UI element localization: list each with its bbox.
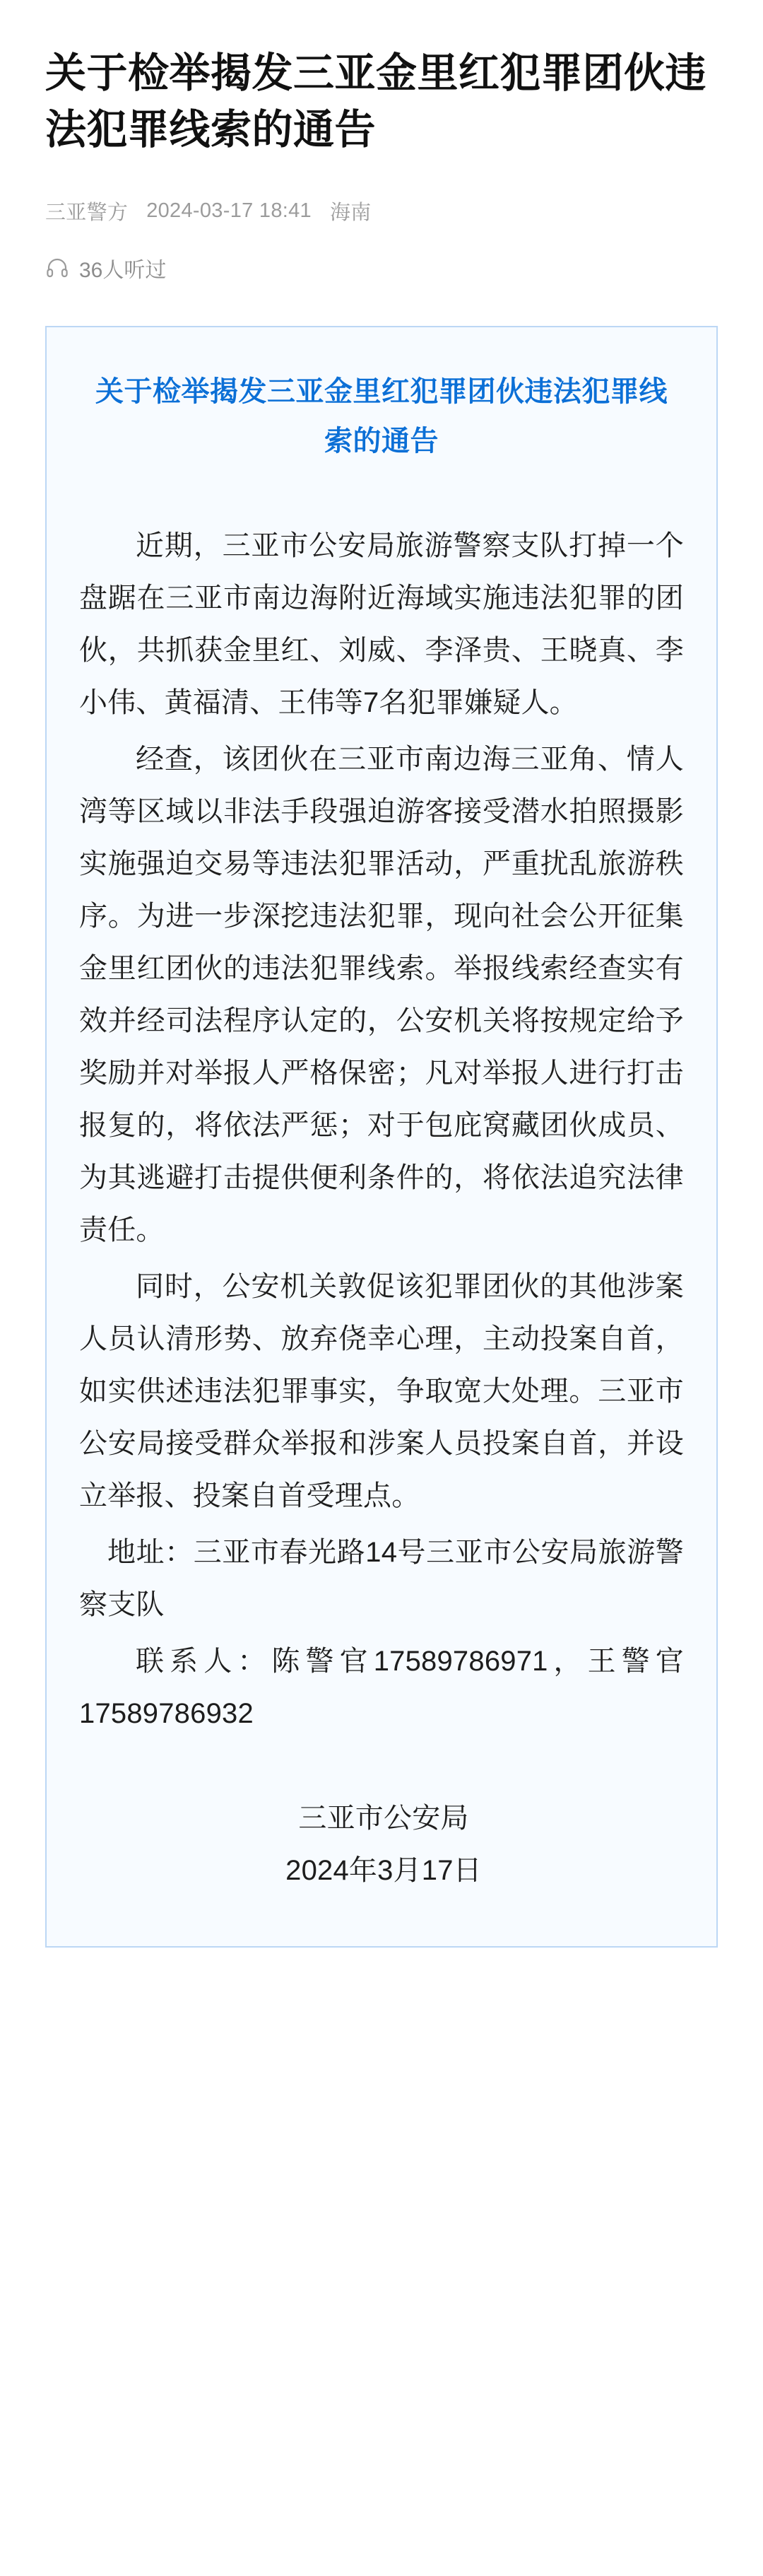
- notice-title: 关于检举揭发三亚金里红犯罪团伙违法犯罪线索的通告: [95, 376, 668, 457]
- signature-date: 2024年3月17日: [285, 1855, 482, 1887]
- notice-card: [45, 326, 718, 1948]
- notice-body: [79, 520, 684, 1740]
- notice-contact-line: 联系人：陈警官17589786971，王警官17589786932: [79, 1646, 684, 1730]
- article-source[interactable]: 三亚警方: [45, 201, 129, 225]
- page-title: 关于检举揭发三亚金里红犯罪团伙违法犯罪线索的通告: [45, 50, 707, 153]
- article-date: 2024-03-17 18:41: [146, 199, 312, 223]
- notice-paragraph: 经查，该团伙在三亚市南边海三亚角、情人湾等区域以非法手段强迫游客接受潜水拍照摄影实施强迫交易等违法犯罪活动，严重扰乱旅游秩序。为进一步深挖违法犯罪，现向社会公开征集金里红团伙的违法犯罪线索。举报线索经查实有效并经司法程序认定的，公安机关将按规定给予奖励并对举报人严格保密；凡对举报人进行打击报复的，将依法严惩；对于包庇窝藏团伙成员、为其逃避打击提供便利条件的，将依法追究法律责任。: [79, 744, 684, 1246]
- listen-row[interactable]: [45, 252, 718, 283]
- notice-paragraph: 同时，公安机关敦促该犯罪团伙的其他涉案人员认清形势、放弃侥幸心理，主动投案自首，如实供述违法犯罪事实，争取宽大处理。三亚市公安局接受群众举报和涉案人员投案自首，并设立举报、投案自首受理点。: [79, 1271, 684, 1512]
- signature-organization: 三亚市公安局: [298, 1803, 469, 1834]
- article-page: [0, 45, 763, 1948]
- notice-paragraph: 近期，三亚市公安局旅游警察支队打掉一个盘踞在三亚市南边海附近海域实施违法犯罪的团伙，共抓获金里红、刘威、李泽贵、王晓真、李小伟、黄福清、王伟等7名犯罪嫌疑人。: [79, 530, 684, 719]
- article-region: 海南: [329, 201, 372, 225]
- notice-address-line: 地址：三亚市春光路14号三亚市公安局旅游警察支队: [79, 1537, 684, 1621]
- headphone-icon: [45, 256, 69, 280]
- article-meta: [45, 197, 718, 226]
- listen-count-label: 36人听过: [79, 259, 167, 283]
- notice-signature: [79, 1792, 684, 1897]
